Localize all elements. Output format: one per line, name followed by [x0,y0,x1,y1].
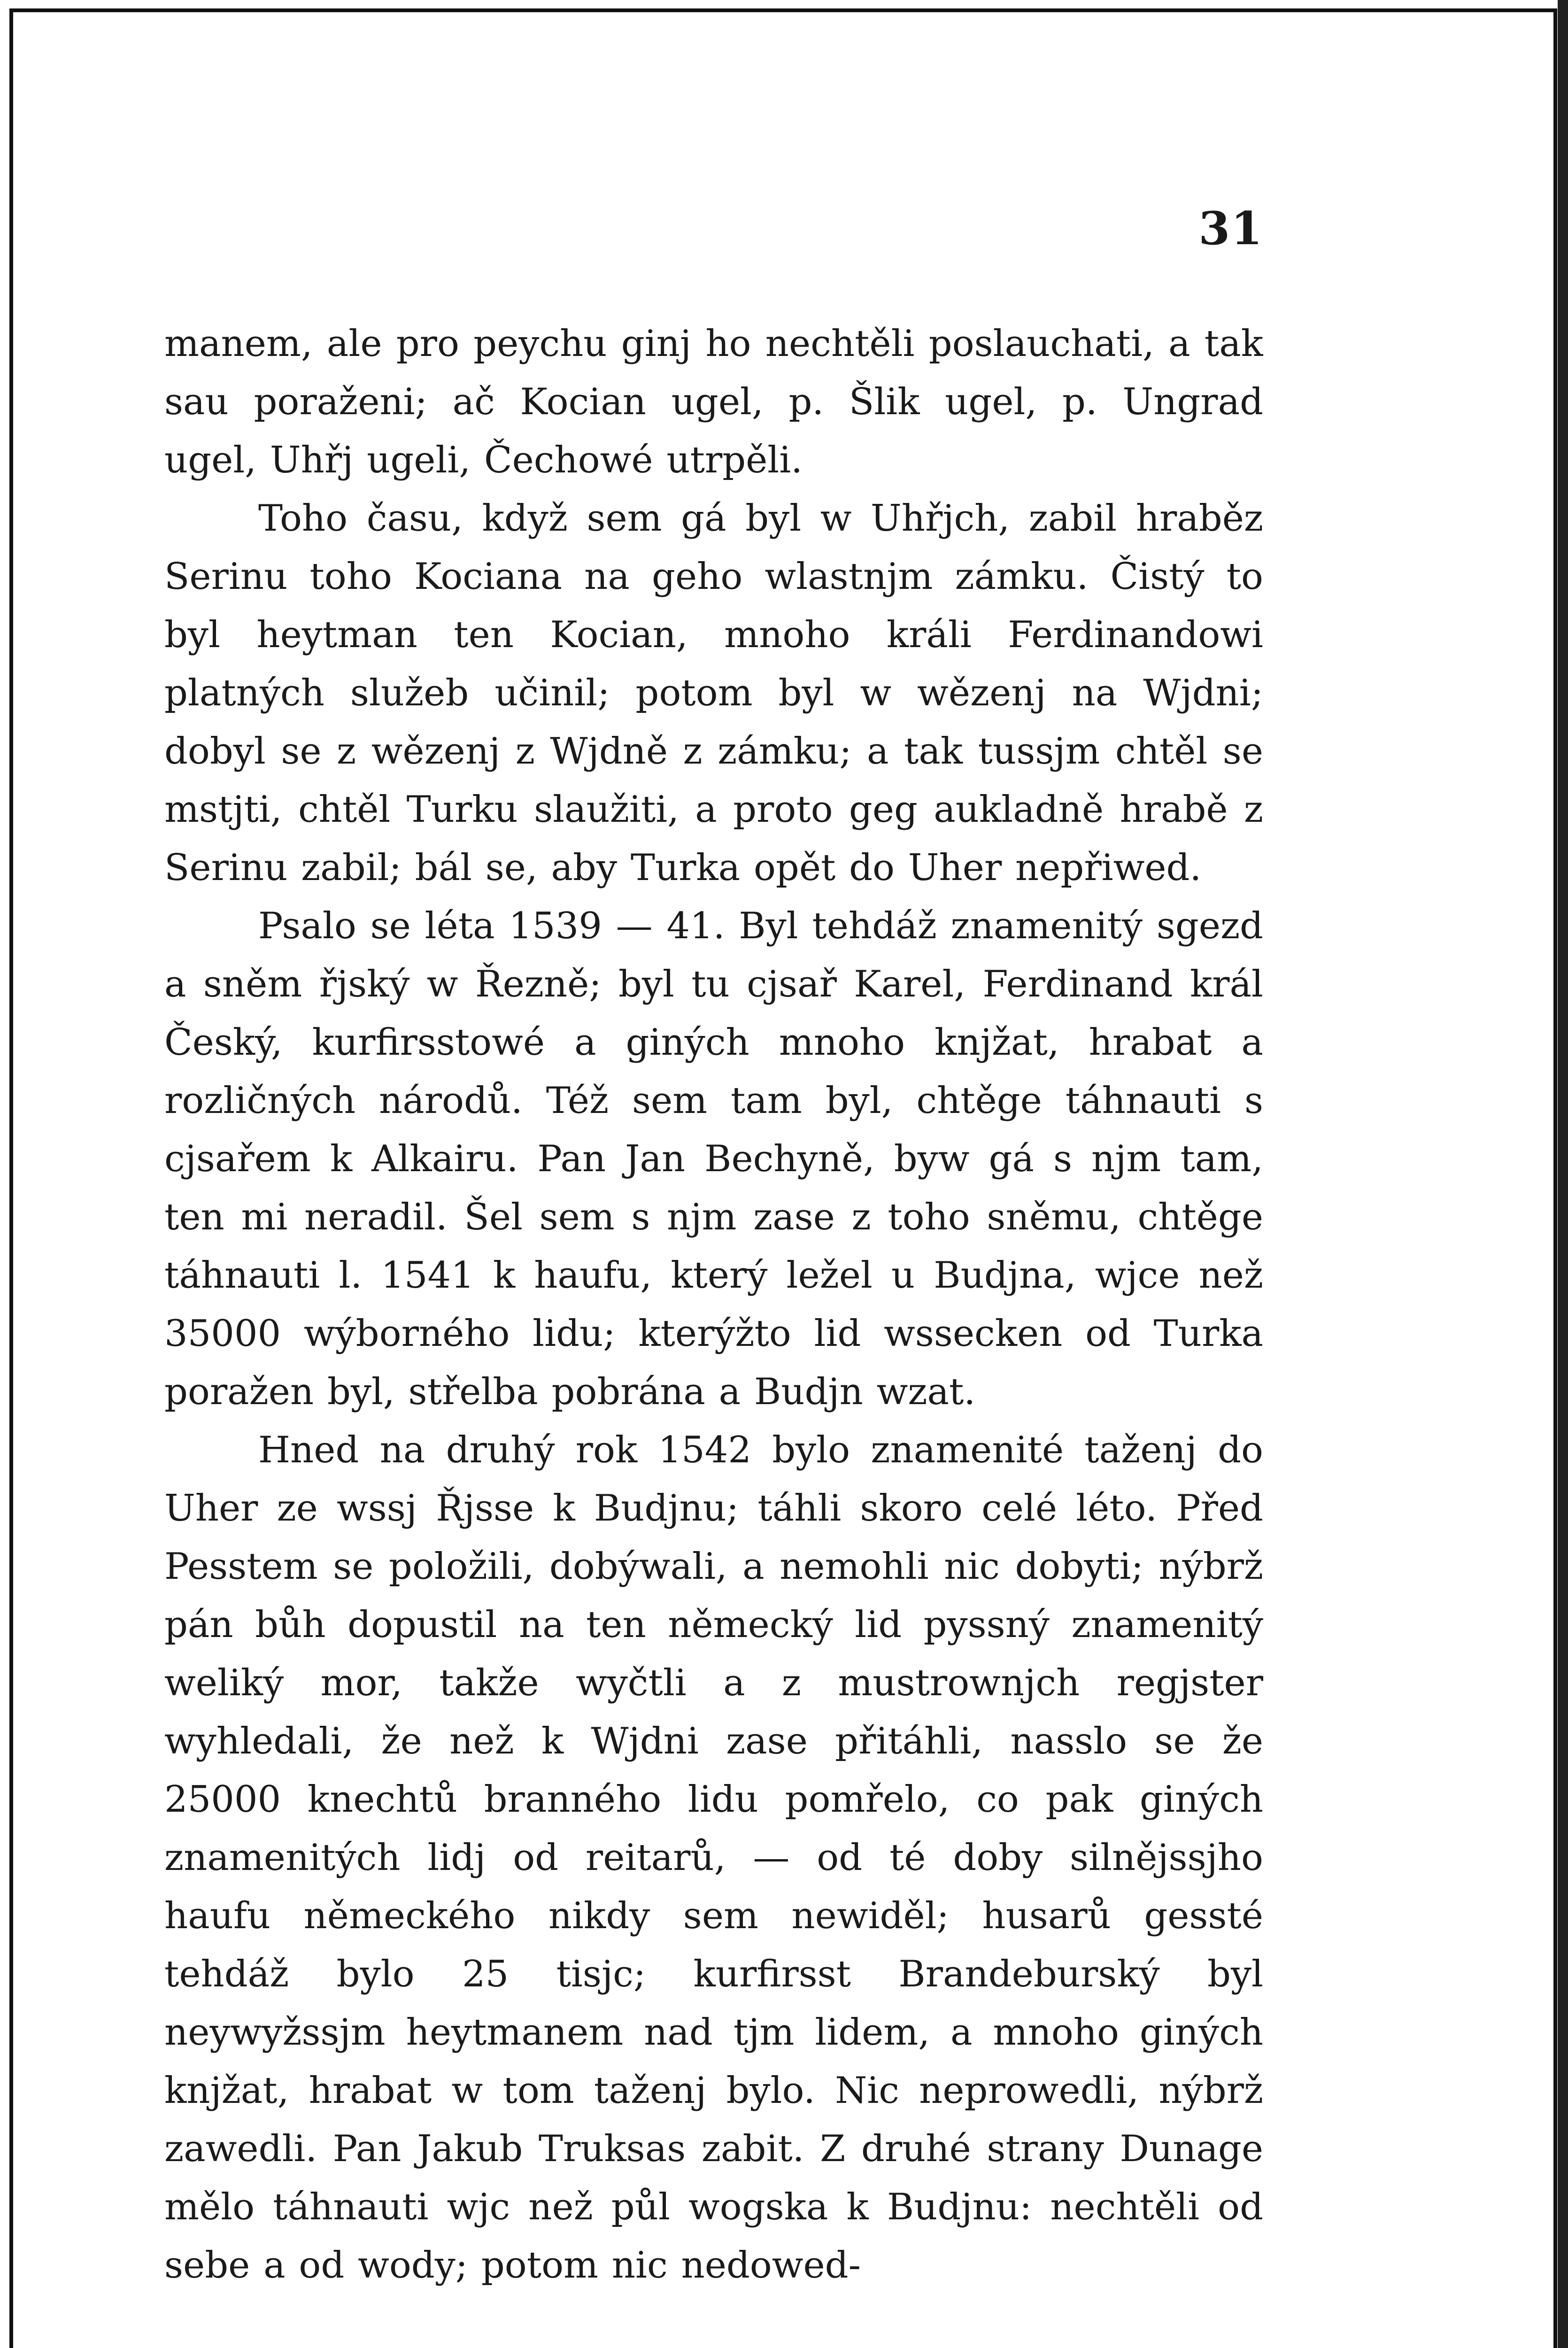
paragraph: Toho času, když sem gá byl w Uhřjch, zabil hraběz Serinu toho Kociana na geho wlastnjm zámku. Čistý to byl heytman ten Kocian, mnoho králi Ferdinandowi platných služeb učinil; potom byl w wězenj na Wjdni; dobyl se z wězenj z Wjdně z zámku; a tak tussjm chtěl se mstjti, chtěl Turku slaužiti, a proto geg aukladně hrabě z Serinu zabil; bál se, aby Turka opět do Uher nepřiwed. [164,497,1263,889]
paragraph: Psalo se léta 1539 — 41. Byl tehdáž znamenitý sgezd a sněm řjský w Řezně; byl tu cjsař Karel, Ferdinand král Český, kurfirsstowé a giných mnoho knjžat, hrabat a rozličných národů. Též sem tam byl, chtěge táhnauti s cjsařem k Alkairu. Pan Jan Bechyně, byw gá s njm tam, ten mi neradil. Šel sem s njm zase z toho sněmu, chtěge táhnauti l. 1541 k haufu, který ležel u Budjna, wjce než 35000 wýborného lidu; kterýžto lid wssecken od Turka poražen byl, střelba pobrána a Budjn wzat. [164,905,1263,1413]
page-number: 31 [1198,202,1263,255]
paragraph: manem, ale pro peychu ginj ho nechtěli poslauchati, a tak sau poraženi; ač Kocian ugel, p. Šlik ugel, p. Ungrad ugel, Uhřj ugeli, Čechowé utrpěli. [164,323,1263,481]
body-text [164,315,1263,2294]
paragraph: Hned na druhý rok 1542 bylo znamenité taženj do Uher ze wssj Řjsse k Budjnu; táhli skoro celé léto. Před Pesstem se položili, dobýwali, a nemohli nic dobyti; nýbrž pán bůh dopustil na ten německý lid pyssný znamenitý weliký mor, takže wyčtli a z mustrownjch regjster wyhledali, že než k Wjdni zase přitáhli, nasslo se že 25000 knechtů branného lidu pomřelo, co pak giných znamenitých lidj od reitarů, — od té doby silnějssjho haufu německého nikdy sem newiděl; husarů gessté tehdáž bylo 25 tisjc; kurfirsst Brandeburský byl neywyžssjm heytmanem nad tjm lidem, a mnoho giných knjžat, hrabat w tom taženj bylo. Nic neprowedli, nýbrž zawedli. Pan Jakub Truksas zabit. Z druhé strany Dunage mělo táhnauti wjc než půl wogska k Budjnu: nechtěli od sebe a od wody; potom nic nedowed- [164,1429,1263,2286]
scan-edge-shadow [1558,0,1568,2348]
book-page [164,202,1263,2348]
